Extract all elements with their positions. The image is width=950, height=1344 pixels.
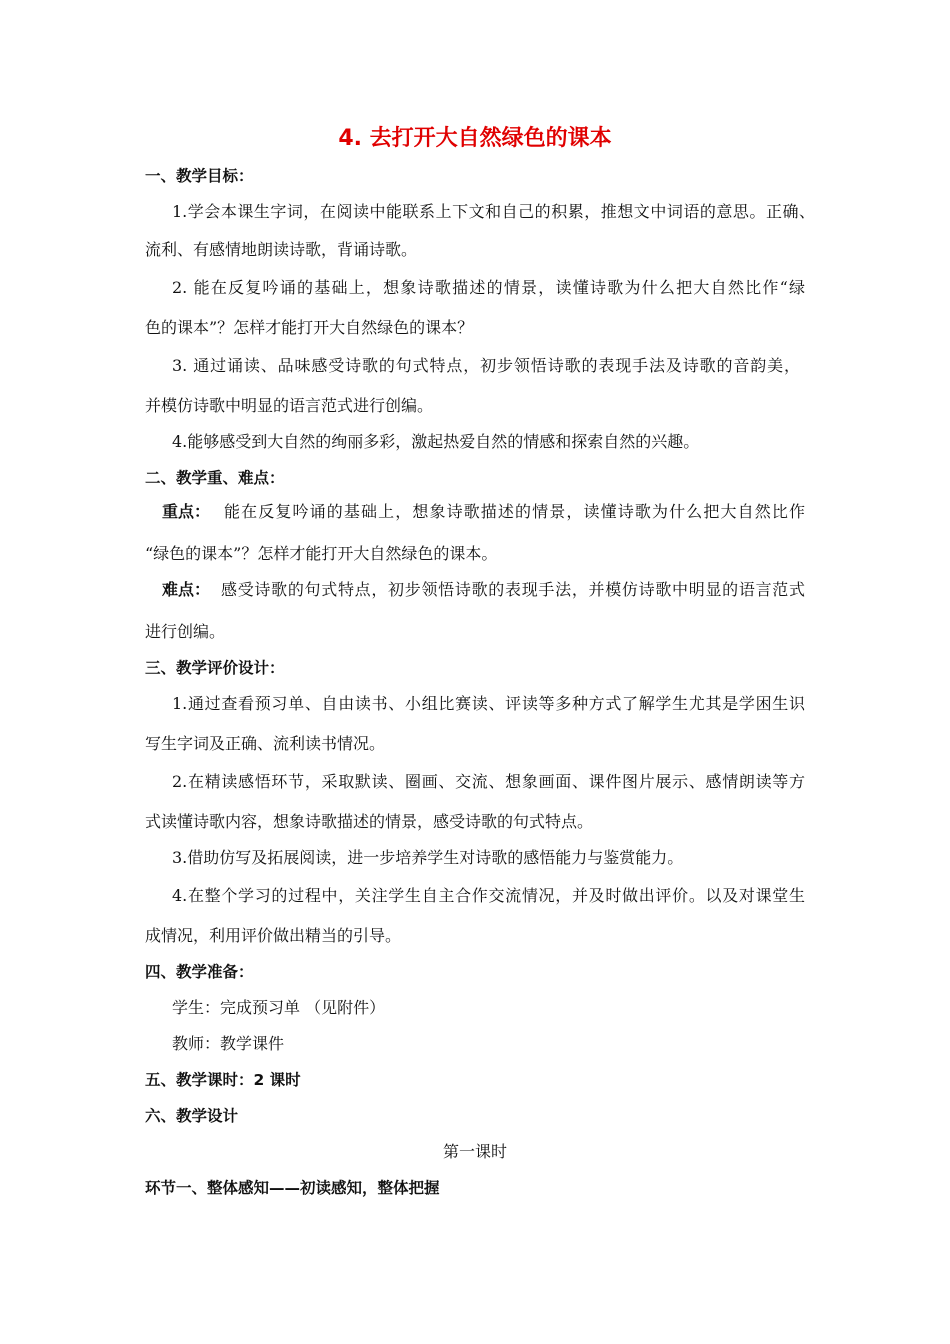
- lesson-label: 第一课时: [442, 1142, 507, 1161]
- preparation-student: 学生：完成预习单 （见附件）: [172, 998, 386, 1017]
- paragraph-line: 感受诗歌的句式特点，初步领悟诗歌的表现手法，并模仿诗歌中明显的语言范式: [221, 580, 805, 599]
- section-heading-objectives: 一、教学目标：: [145, 167, 254, 185]
- paragraph-line: 3.借助仿写及拓展阅读，进一步培养学生对诗歌的感悟能力与鉴赏能力。: [172, 848, 684, 867]
- difficulty-tag: 难点：: [162, 580, 211, 599]
- paragraph-line: 色的课本”？怎样才能打开大自然绿色的课本？: [145, 318, 474, 337]
- paragraph-line: 式读懂诗歌内容，想象诗歌描述的情景，感受诗歌的句式特点。: [145, 812, 594, 831]
- paragraph-line: 4.在整个学习的过程中，关注学生自主合作交流情况，并及时做出评价。以及对课堂生: [172, 886, 805, 905]
- paragraph-line: 流利、有感情地朗读诗歌，背诵诗歌。: [145, 240, 418, 259]
- paragraph-line: 成情况，利用评价做出精当的引导。: [145, 926, 402, 945]
- section-heading-key-points: 二、教学重、难点：: [145, 469, 285, 487]
- paragraph-line: 写生字词及正确、流利读书情况。: [145, 734, 386, 753]
- document-title: 4. 去打开大自然绿色的课本: [338, 126, 612, 151]
- preparation-teacher: 教师：教学课件: [172, 1034, 285, 1053]
- section-heading-hours: 五、教学课时：2 课时: [145, 1071, 301, 1089]
- paragraph-line: “绿色的课本”？怎样才能打开大自然绿色的课本。: [145, 544, 498, 563]
- paragraph-line: 进行创编。: [145, 622, 226, 641]
- paragraph-line: 能在反复吟诵的基础上，想象诗歌描述的情景，读懂诗歌为什么把大自然比作: [224, 502, 805, 521]
- section-heading-evaluation: 三、教学评价设计：: [145, 659, 285, 677]
- paragraph-line: 2.在精读感悟环节，采取默读、圈画、交流、想象画面、课件图片展示、感情朗读等方: [172, 772, 805, 791]
- section-heading-design: 六、教学设计: [145, 1107, 239, 1125]
- section-heading-preparation: 四、教学准备：: [145, 963, 254, 981]
- paragraph-line: 2. 能在反复吟诵的基础上，想象诗歌描述的情景，读懂诗歌为什么把大自然比作“绿: [172, 278, 805, 297]
- key-point-tag: 重点：: [162, 502, 211, 521]
- paragraph-line: 并模仿诗歌中明显的语言范式进行创编。: [145, 396, 434, 415]
- step-heading: 环节一、整体感知——初读感知，整体把握: [145, 1179, 440, 1197]
- paragraph-line: 3. 通过诵读、品味感受诗歌的句式特点，初步领悟诗歌的表现手法及诗歌的音韵美，: [172, 356, 800, 375]
- paragraph-line: 4.能够感受到大自然的绚丽多彩，激起热爱自然的情感和探索自然的兴趣。: [172, 432, 700, 451]
- paragraph-line: 1.学会本课生字词，在阅读中能联系上下文和自己的积累，推想文中词语的意思。正确、: [172, 202, 815, 221]
- paragraph-line: 1.通过查看预习单、自由读书、小组比赛读、评读等多种方式了解学生尤其是学困生识: [172, 694, 805, 713]
